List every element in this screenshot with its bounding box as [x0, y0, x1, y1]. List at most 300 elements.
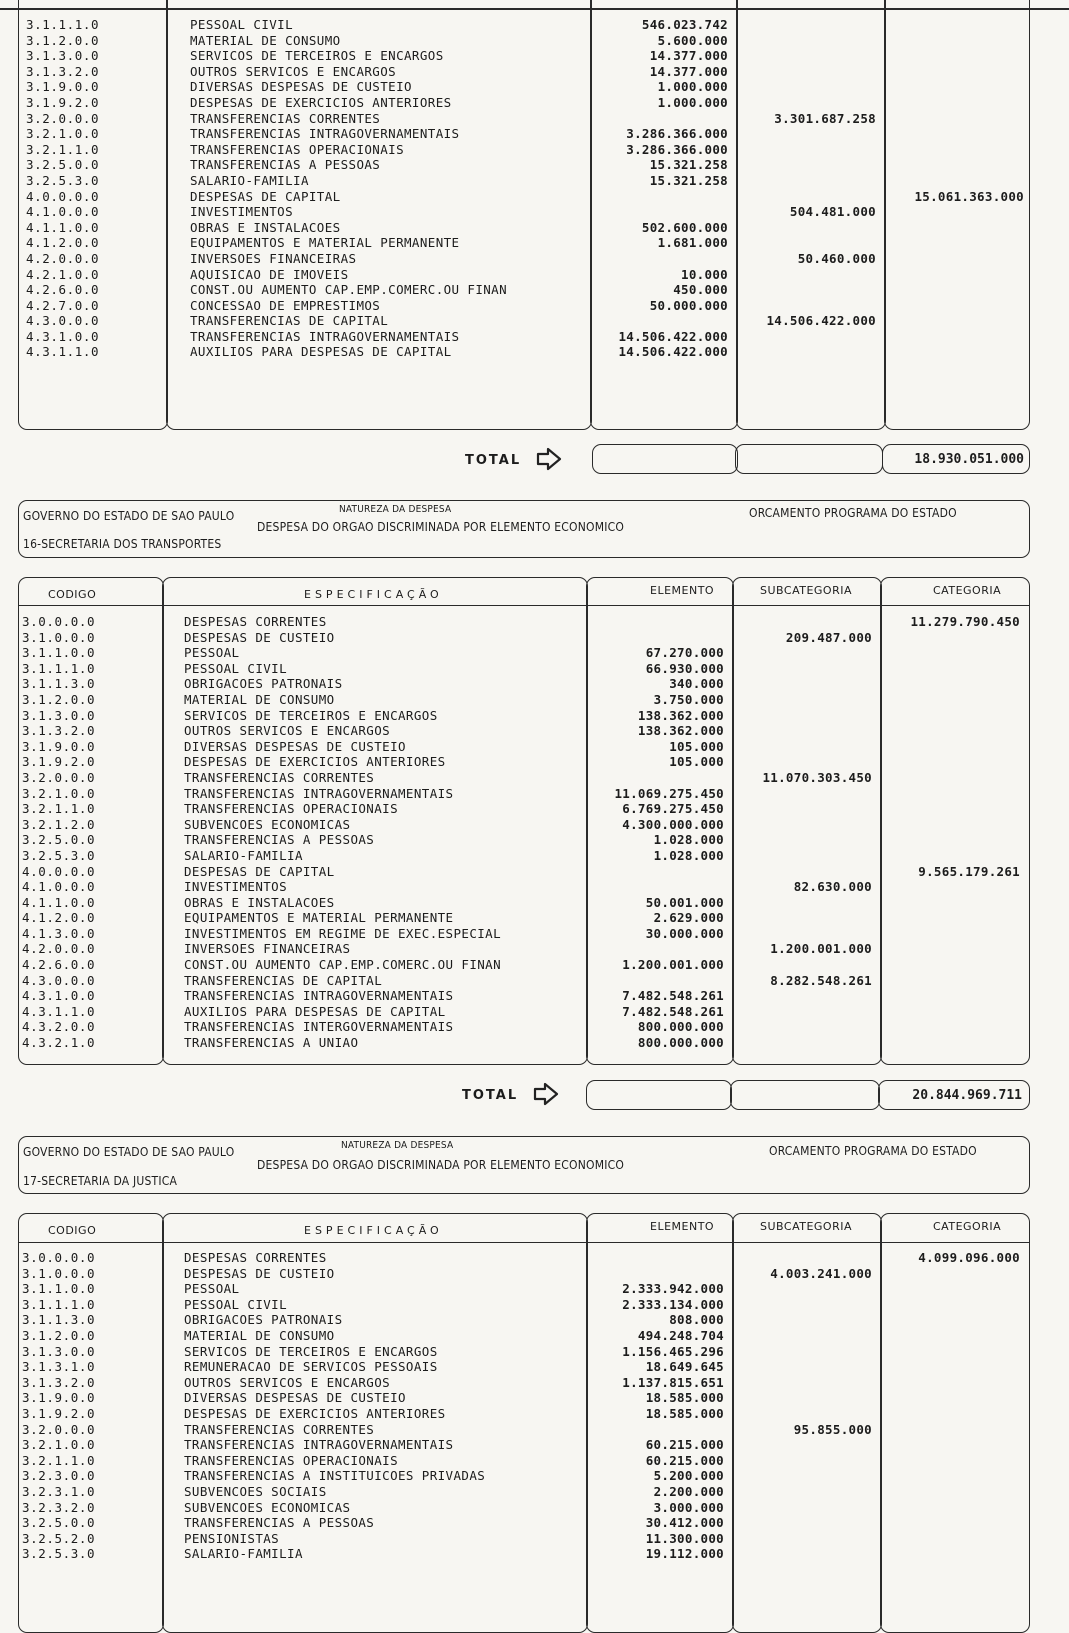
- table-cell-spec: INVERSOES FINANCEIRAS: [190, 250, 357, 266]
- table-cell-categoria: [886, 1406, 1020, 1422]
- table-cell-categoria: [886, 676, 1020, 692]
- table-cell-spec: PENSIONISTAS: [184, 1530, 280, 1546]
- table-cell-code: 3.1.3.0.0: [22, 707, 96, 723]
- table-cell-subcategoria: [738, 676, 872, 692]
- table-cell-categoria: [886, 1390, 1020, 1406]
- table-cell-categoria: [886, 1019, 1020, 1035]
- table-cell-elemento: [592, 973, 724, 989]
- table-cell-spec: PESSOAL CIVIL: [184, 1296, 288, 1312]
- table-cell-categoria: [890, 48, 1024, 64]
- table-cell-code: 3.1.3.0.0: [26, 48, 100, 64]
- table-cell-elemento: 546.023.742: [641, 17, 728, 32]
- col-header-elemento: ELEMENTO: [650, 1220, 715, 1233]
- header-divider: [19, 605, 1029, 606]
- table-cell-categoria: [886, 895, 1020, 911]
- total-label: TOTAL: [462, 1088, 519, 1103]
- table-cell-elemento: 1.137.815.651: [622, 1374, 724, 1390]
- table-cell-categoria: [886, 1281, 1020, 1297]
- table-cell-code: 3.2.1.1.0: [22, 801, 96, 817]
- table-cell-elemento: 5.200.000: [653, 1468, 724, 1484]
- table-cell-code: 3.1.2.0.0: [22, 691, 96, 707]
- table-cell-spec: DIVERSAS DESPESAS DE CUSTEIO: [184, 1390, 406, 1406]
- table-cell-spec: OBRIGACOES PATRONAIS: [184, 676, 343, 692]
- table-cell-subcategoria: [738, 1344, 872, 1360]
- table-cell-spec: DESPESAS CORRENTES: [184, 614, 327, 629]
- orcamento-label: ORCAMENTO PROGRAMA DO ESTADO: [749, 506, 957, 520]
- table-cell-elemento: 105.000: [669, 738, 724, 754]
- table-cell-elemento: [592, 1422, 724, 1438]
- table-cell-code: 4.1.0.0.0: [22, 879, 96, 895]
- table-cell-code: 3.2.5.3.0: [22, 1546, 96, 1562]
- table-cell-spec: TRANSFERENCIAS A PESSOAS: [184, 832, 375, 848]
- table-cell-elemento: 1.028.000: [653, 832, 724, 848]
- col-header-subcategoria: SUBCATEGORIA: [760, 584, 853, 597]
- table-cell-subcategoria: [738, 661, 872, 677]
- table-cell-spec: PESSOAL: [184, 645, 240, 661]
- table-cell-categoria: [886, 1375, 1020, 1391]
- table-cell-subcategoria: [738, 1035, 872, 1051]
- arrow-right-icon: [535, 447, 563, 471]
- codigo-column: [22, 614, 157, 1051]
- section-17-header-box: [18, 1136, 1030, 1194]
- table-cell-code: 4.3.1.0.0: [26, 328, 100, 344]
- table-cell-spec: TRANSFERENCIAS INTRAGOVERNAMENTAIS: [190, 126, 460, 142]
- table-cell-spec: INVESTIMENTOS: [190, 204, 294, 220]
- total-categoria-value: 20.844.969.711: [912, 1088, 1022, 1103]
- table-cell-code: 4.3.0.0.0: [26, 313, 100, 329]
- table-cell-code: 3.2.3.1.0: [22, 1483, 96, 1499]
- table-cell-spec: DESPESAS DE CUSTEIO: [184, 1265, 335, 1281]
- table-cell-code: 3.2.5.0.0: [26, 157, 100, 173]
- table-cell-elemento: [592, 941, 724, 957]
- table-cell-spec: TRANSFERENCIAS A UNIAO: [184, 1035, 359, 1051]
- subtitle-label: DESPESA DO ORGAO DISCRIMINADA POR ELEMENTO ECONOMICO: [257, 520, 625, 534]
- table-cell-categoria: [886, 988, 1020, 1004]
- table-cell-spec: TRANSFERENCIAS A PESSOAS: [184, 1515, 375, 1531]
- table-cell-categoria: [886, 1515, 1020, 1531]
- table-cell-code: 4.3.2.0.0: [22, 1019, 96, 1035]
- table-cell-spec: OUTROS SERVICOS E ENCARGOS: [190, 63, 397, 79]
- table-cell-categoria: [890, 173, 1024, 189]
- table-cell-categoria: [890, 33, 1024, 49]
- header-divider: [19, 1242, 1029, 1243]
- total-elemento-box: [592, 444, 738, 474]
- table-cell-elemento: 1.000.000: [657, 94, 728, 110]
- table-cell-spec: OBRAS E INSTALACOES: [190, 219, 341, 235]
- table-cell-spec: SALARIO-FAMILIA: [184, 847, 303, 863]
- table-cell-subcategoria: [738, 1390, 872, 1406]
- table-cell-categoria: [890, 329, 1024, 345]
- table-cell-subcategoria: 1.200.001.000: [770, 941, 872, 957]
- table-cell-code: 4.2.7.0.0: [26, 297, 100, 313]
- table-cell-elemento: [596, 189, 728, 205]
- table-cell-spec: SERVICOS DE TERCEIROS E ENCARGOS: [184, 707, 438, 723]
- table-cell-elemento: 1.200.001.000: [622, 957, 724, 973]
- table-cell-elemento: [592, 879, 724, 895]
- table-cell-elemento: 7.482.548.261: [622, 988, 724, 1004]
- table-cell-subcategoria: [738, 1312, 872, 1328]
- table-cell-subcategoria: [742, 64, 876, 80]
- table-cell-code: 3.2.5.3.0: [22, 847, 96, 863]
- table-cell-elemento: 2.200.000: [653, 1483, 724, 1499]
- table-cell-elemento: [592, 630, 724, 646]
- table-cell-categoria: [890, 251, 1024, 267]
- col-header-elemento: ELEMENTO: [650, 584, 715, 597]
- table-cell-code: 4.1.0.0.0: [26, 204, 100, 220]
- table-cell-code: 3.2.0.0.0: [26, 110, 100, 126]
- table-cell-subcategoria: [742, 48, 876, 64]
- table-cell-categoria: [886, 1312, 1020, 1328]
- table-cell-categoria: [886, 1297, 1020, 1313]
- table-cell-elemento: 66.930.000: [645, 660, 724, 676]
- categoria-column: [886, 614, 1020, 1051]
- table-cell-categoria: [886, 973, 1020, 989]
- table-cell-categoria: [890, 64, 1024, 80]
- table-cell-code: 4.3.1.1.0: [22, 1003, 96, 1019]
- table-cell-spec: INVESTIMENTOS: [184, 879, 288, 895]
- table-cell-subcategoria: [738, 754, 872, 770]
- col-header-categoria: CATEGORIA: [933, 584, 1002, 597]
- table-cell-code: 4.2.0.0.0: [22, 941, 96, 957]
- table-cell-subcategoria: [738, 1375, 872, 1391]
- table-cell-elemento: 800.000.000: [637, 1035, 724, 1051]
- table-cell-code: 3.2.5.0.0: [22, 1515, 96, 1531]
- table-cell-categoria: [890, 204, 1024, 220]
- table-cell-elemento: [596, 313, 728, 329]
- table-cell-elemento: 502.600.000: [641, 219, 728, 235]
- table-cell-spec: CONST.OU AUMENTO CAP.EMP.COMERC.OU FINAN: [190, 282, 508, 298]
- table-cell-code: 3.1.3.2.0: [22, 1374, 96, 1390]
- codigo-column: [26, 17, 161, 360]
- table-cell-categoria: [886, 941, 1020, 957]
- table-cell-elemento: 2.333.942.000: [622, 1281, 724, 1297]
- table-cell-categoria: [890, 313, 1024, 329]
- table-cell-categoria: [890, 235, 1024, 251]
- table-cell-categoria: [890, 282, 1024, 298]
- table-cell-subcategoria: [738, 1250, 872, 1266]
- total-categoria-value: 18.930.051.000: [914, 452, 1024, 467]
- table-cell-subcategoria: [738, 926, 872, 942]
- table-cell-subcategoria: [738, 817, 872, 833]
- col-header-codigo: CODIGO: [48, 1224, 97, 1237]
- table-cell-code: 3.1.3.1.0: [22, 1359, 96, 1375]
- table-cell-code: 4.2.1.0.0: [26, 266, 100, 282]
- table-cell-categoria: 9.565.179.261: [918, 863, 1020, 879]
- table-cell-code: 3.1.9.0.0: [22, 738, 96, 754]
- table-cell-code: 3.2.3.0.0: [22, 1468, 96, 1484]
- table-cell-categoria: [886, 1453, 1020, 1469]
- table-cell-elemento: [596, 111, 728, 127]
- table-cell-code: 3.2.0.0.0: [22, 1421, 96, 1437]
- table-cell-spec: SALARIO-FAMILIA: [184, 1546, 303, 1562]
- table-cell-spec: TRANSFERENCIAS OPERACIONAIS: [184, 1452, 398, 1468]
- table-cell-code: 3.2.1.0.0: [22, 785, 96, 801]
- table-cell-code: 3.0.0.0.0: [22, 614, 96, 629]
- table-cell-spec: TRANSFERENCIAS DE CAPITAL: [190, 313, 389, 329]
- table-cell-code: 3.2.0.0.0: [22, 769, 96, 785]
- table-cell-subcategoria: 14.506.422.000: [766, 313, 876, 329]
- table-cell-subcategoria: 209.487.000: [785, 629, 872, 645]
- table-cell-subcategoria: 8.282.548.261: [770, 972, 872, 988]
- table-cell-spec: DESPESAS DE CAPITAL: [184, 863, 335, 879]
- table-cell-categoria: [890, 79, 1024, 95]
- table-cell-spec: MATERIAL DE CONSUMO: [190, 32, 341, 48]
- table-cell-code: 4.1.2.0.0: [26, 235, 100, 251]
- table-cell-spec: DESPESAS DE CUSTEIO: [184, 629, 335, 645]
- table-cell-code: 4.1.1.0.0: [26, 219, 100, 235]
- table-cell-elemento: 3.286.366.000: [626, 126, 728, 142]
- table-cell-elemento: 11.300.000: [645, 1530, 724, 1546]
- table-cell-elemento: 5.600.000: [657, 32, 728, 48]
- table-cell-categoria: [886, 661, 1020, 677]
- table-cell-categoria: [890, 157, 1024, 173]
- table-cell-spec: EQUIPAMENTOS E MATERIAL PERMANENTE: [190, 235, 460, 251]
- table-cell-categoria: 11.279.790.450: [910, 614, 1020, 629]
- table-cell-categoria: [890, 298, 1024, 314]
- table-cell-categoria: [886, 957, 1020, 973]
- table-cell-subcategoria: [738, 1281, 872, 1297]
- table-cell-code: 3.2.1.1.0: [22, 1452, 96, 1468]
- table-cell-subcategoria: [742, 344, 876, 360]
- table-cell-categoria: [886, 926, 1020, 942]
- table-cell-categoria: [886, 1484, 1020, 1500]
- table-cell-code: 3.1.3.2.0: [26, 63, 100, 79]
- table-cell-code: 3.1.1.0.0: [22, 645, 96, 661]
- table-cell-elemento: 15.321.258: [649, 157, 728, 173]
- table-cell-categoria: [886, 1004, 1020, 1020]
- table-cell-code: 4.1.3.0.0: [22, 925, 96, 941]
- codigo-column: [22, 1250, 157, 1562]
- table-cell-categoria: [890, 111, 1024, 127]
- table-cell-elemento: 30.000.000: [645, 925, 724, 941]
- table-cell-code: 3.2.1.0.0: [22, 1437, 96, 1453]
- table-cell-categoria: [890, 95, 1024, 111]
- arrow-right-icon: [532, 1082, 560, 1106]
- table-cell-spec: SUBVENCOES ECONOMICAS: [184, 1499, 351, 1515]
- table-cell-elemento: 138.362.000: [637, 707, 724, 723]
- table-cell-elemento: 2.629.000: [653, 910, 724, 926]
- table-cell-code: 3.2.5.0.0: [22, 832, 96, 848]
- table-cell-spec: AUXILIOS PARA DESPESAS DE CAPITAL: [190, 344, 452, 360]
- table-cell-categoria: [886, 1422, 1020, 1438]
- table-cell-spec: TRANSFERENCIAS INTRAGOVERNAMENTAIS: [190, 328, 460, 344]
- table-cell-elemento: 2.333.134.000: [622, 1296, 724, 1312]
- table-cell-spec: TRANSFERENCIAS A INSTITUICOES PRIVADAS: [184, 1468, 486, 1484]
- table-cell-categoria: [886, 1035, 1020, 1051]
- table-cell-subcategoria: [738, 1546, 872, 1562]
- table-cell-code: 3.1.1.0.0: [22, 1281, 96, 1297]
- table-cell-code: 3.1.9.2.0: [22, 1405, 96, 1421]
- governo-label: GOVERNO DO ESTADO DE SAO PAULO: [23, 1145, 235, 1159]
- table-cell-elemento: [596, 204, 728, 220]
- table-cell-subcategoria: [738, 1359, 872, 1375]
- total-subcategoria-box: [730, 1080, 880, 1110]
- table-cell-elemento: 19.112.000: [645, 1546, 724, 1562]
- table-cell-categoria: [886, 630, 1020, 646]
- especificacao-column: [184, 614, 584, 1051]
- categoria-column: [886, 1250, 1020, 1562]
- table-cell-code: 4.3.2.1.0: [22, 1035, 96, 1051]
- table-cell-elemento: 30.412.000: [645, 1515, 724, 1531]
- table-cell-code: 3.1.9.2.0: [22, 754, 96, 770]
- table-cell-elemento: 800.000.000: [637, 1019, 724, 1035]
- table-cell-elemento: 450.000: [673, 282, 728, 298]
- table-cell-categoria: [886, 879, 1020, 895]
- section-16-header-box: [18, 500, 1030, 558]
- orgao-label: 16-SECRETARIA DOS TRANSPORTES: [23, 537, 222, 551]
- table-cell-subcategoria: [738, 1500, 872, 1516]
- table-cell-subcategoria: [738, 614, 872, 630]
- table-cell-categoria: [886, 817, 1020, 833]
- table-cell-subcategoria: [738, 1515, 872, 1531]
- table-cell-code: 4.0.0.0.0: [26, 188, 100, 204]
- table-cell-categoria: [886, 801, 1020, 817]
- table-cell-subcategoria: 82.630.000: [793, 879, 872, 895]
- table-cell-subcategoria: [742, 95, 876, 111]
- table-cell-spec: TRANSFERENCIAS CORRENTES: [190, 110, 381, 126]
- table-cell-categoria: [886, 1328, 1020, 1344]
- natureza-label: NATUREZA DA DESPESA: [341, 1140, 454, 1151]
- table-cell-categoria: [890, 142, 1024, 158]
- table-cell-code: 3.1.1.1.0: [26, 17, 100, 32]
- table-cell-elemento: 1.156.465.296: [622, 1343, 724, 1359]
- table-cell-spec: PESSOAL CIVIL: [190, 17, 294, 32]
- table-cell-subcategoria: [738, 988, 872, 1004]
- table-cell-categoria: [886, 910, 1020, 926]
- table-cell-spec: DESPESAS DE CAPITAL: [190, 188, 341, 204]
- table-cell-subcategoria: [742, 189, 876, 205]
- table-cell-subcategoria: [738, 1328, 872, 1344]
- table-cell-elemento: 10.000: [681, 266, 728, 282]
- table-cell-spec: AQUISICAO DE IMOVEIS: [190, 266, 349, 282]
- table-cell-elemento: 67.270.000: [645, 645, 724, 661]
- table-cell-code: 3.1.9.2.0: [26, 94, 100, 110]
- table-cell-elemento: 3.286.366.000: [626, 141, 728, 157]
- table-cell-categoria: [890, 344, 1024, 360]
- table-cell-elemento: 18.585.000: [645, 1390, 724, 1406]
- table-cell-elemento: 14.377.000: [649, 48, 728, 64]
- orgao-label: 17-SECRETARIA DA JUSTICA: [23, 1174, 178, 1188]
- table-cell-subcategoria: [742, 142, 876, 158]
- table-cell-categoria: [890, 220, 1024, 236]
- table-cell-subcategoria: [738, 1468, 872, 1484]
- table-cell-subcategoria: [742, 79, 876, 95]
- table-cell-subcategoria: [742, 329, 876, 345]
- table-cell-subcategoria: [742, 33, 876, 49]
- table-cell-spec: DIVERSAS DESPESAS DE CUSTEIO: [190, 79, 412, 95]
- table-cell-elemento: [592, 864, 724, 880]
- table-cell-code: 4.3.1.0.0: [22, 988, 96, 1004]
- table-cell-subcategoria: 3.301.687.258: [774, 110, 876, 126]
- total-elemento-box: [586, 1080, 732, 1110]
- table-cell-spec: OUTROS SERVICOS E ENCARGOS: [184, 1374, 391, 1390]
- table-cell-elemento: 6.769.275.450: [622, 801, 724, 817]
- table-cell-categoria: [886, 723, 1020, 739]
- table-cell-subcategoria: [738, 1297, 872, 1313]
- table-cell-elemento: 50.001.000: [645, 894, 724, 910]
- table-cell-subcategoria: [742, 157, 876, 173]
- table-cell-code: 3.1.3.0.0: [22, 1343, 96, 1359]
- table-cell-spec: CONST.OU AUMENTO CAP.EMP.COMERC.OU FINAN: [184, 957, 502, 973]
- col-header-especificacao: ESPECIFICAÇÃO: [304, 1224, 443, 1237]
- table-cell-spec: DESPESAS CORRENTES: [184, 1250, 327, 1265]
- table-cell-elemento: 105.000: [669, 754, 724, 770]
- table-cell-spec: SERVICOS DE TERCEIROS E ENCARGOS: [190, 48, 444, 64]
- table-cell-spec: OUTROS SERVICOS E ENCARGOS: [184, 723, 391, 739]
- table-cell-elemento: 15.321.258: [649, 172, 728, 188]
- table-cell-code: 3.1.3.2.0: [22, 723, 96, 739]
- table-cell-spec: DESPESAS DE EXERCICIOS ANTERIORES: [184, 754, 446, 770]
- table-cell-categoria: [886, 1266, 1020, 1282]
- table-cell-elemento: [592, 614, 724, 630]
- table-cell-elemento: [592, 1266, 724, 1282]
- table-cell-subcategoria: [738, 1437, 872, 1453]
- table-cell-subcategoria: [738, 1484, 872, 1500]
- table-cell-spec: TRANSFERENCIAS OPERACIONAIS: [184, 801, 398, 817]
- table-cell-subcategoria: [738, 1004, 872, 1020]
- table-cell-code: 3.1.9.0.0: [22, 1390, 96, 1406]
- table-cell-elemento: 340.000: [669, 676, 724, 692]
- table-cell-categoria: [886, 1344, 1020, 1360]
- table-cell-subcategoria: [738, 708, 872, 724]
- table-cell-code: 3.1.2.0.0: [22, 1327, 96, 1343]
- table-cell-subcategoria: [738, 1406, 872, 1422]
- table-cell-subcategoria: [738, 739, 872, 755]
- table-cell-spec: REMUNERACAO DE SERVICOS PESSOAIS: [184, 1359, 438, 1375]
- table-cell-elemento: 808.000: [669, 1312, 724, 1328]
- elemento-column: [596, 17, 728, 360]
- table-cell-subcategoria: 50.460.000: [797, 250, 876, 266]
- table-cell-spec: AUXILIOS PARA DESPESAS DE CAPITAL: [184, 1003, 446, 1019]
- table-cell-categoria: 4.099.096.000: [918, 1250, 1020, 1265]
- table-cell-spec: SALARIO-FAMILIA: [190, 172, 309, 188]
- table-cell-subcategoria: [742, 282, 876, 298]
- table-cell-spec: TRANSFERENCIAS INTRAGOVERNAMENTAIS: [184, 988, 454, 1004]
- table-cell-categoria: [886, 1500, 1020, 1516]
- table-cell-code: 3.2.3.2.0: [22, 1499, 96, 1515]
- table-cell-subcategoria: [742, 173, 876, 189]
- table-cell-spec: EQUIPAMENTOS E MATERIAL PERMANENTE: [184, 910, 454, 926]
- table-cell-subcategoria: [738, 864, 872, 880]
- table-cell-elemento: 60.215.000: [645, 1437, 724, 1453]
- table-cell-elemento: 60.215.000: [645, 1452, 724, 1468]
- table-cell-elemento: 14.377.000: [649, 63, 728, 79]
- table-cell-code: 4.2.6.0.0: [26, 282, 100, 298]
- table-cell-code: 3.1.1.3.0: [22, 676, 96, 692]
- table-cell-subcategoria: [742, 220, 876, 236]
- table-cell-code: 3.1.0.0.0: [22, 629, 96, 645]
- table-cell-elemento: 3.750.000: [653, 691, 724, 707]
- table-cell-elemento: 11.069.275.450: [614, 785, 724, 801]
- table-cell-code: 4.2.6.0.0: [22, 957, 96, 973]
- table-cell-subcategoria: [742, 126, 876, 142]
- table-cell-code: 3.1.0.0.0: [22, 1265, 96, 1281]
- table-cell-code: 3.2.1.1.0: [26, 141, 100, 157]
- table-cell-subcategoria: [738, 895, 872, 911]
- table-cell-code: 3.1.1.1.0: [22, 660, 96, 676]
- table-cell-subcategoria: [738, 848, 872, 864]
- subcategoria-column: [738, 614, 872, 1051]
- elemento-column: [592, 1250, 724, 1562]
- table-cell-elemento: [592, 770, 724, 786]
- table-cell-elemento: 4.300.000.000: [622, 816, 724, 832]
- table-cell-categoria: [886, 848, 1020, 864]
- table-cell-code: 3.1.1.1.0: [22, 1296, 96, 1312]
- table-cell-subcategoria: [738, 832, 872, 848]
- table-cell-spec: CONCESSAO DE EMPRESTIMOS: [190, 297, 381, 313]
- table-cell-elemento: 50.000.000: [649, 297, 728, 313]
- table-cell-code: 3.1.2.0.0: [26, 32, 100, 48]
